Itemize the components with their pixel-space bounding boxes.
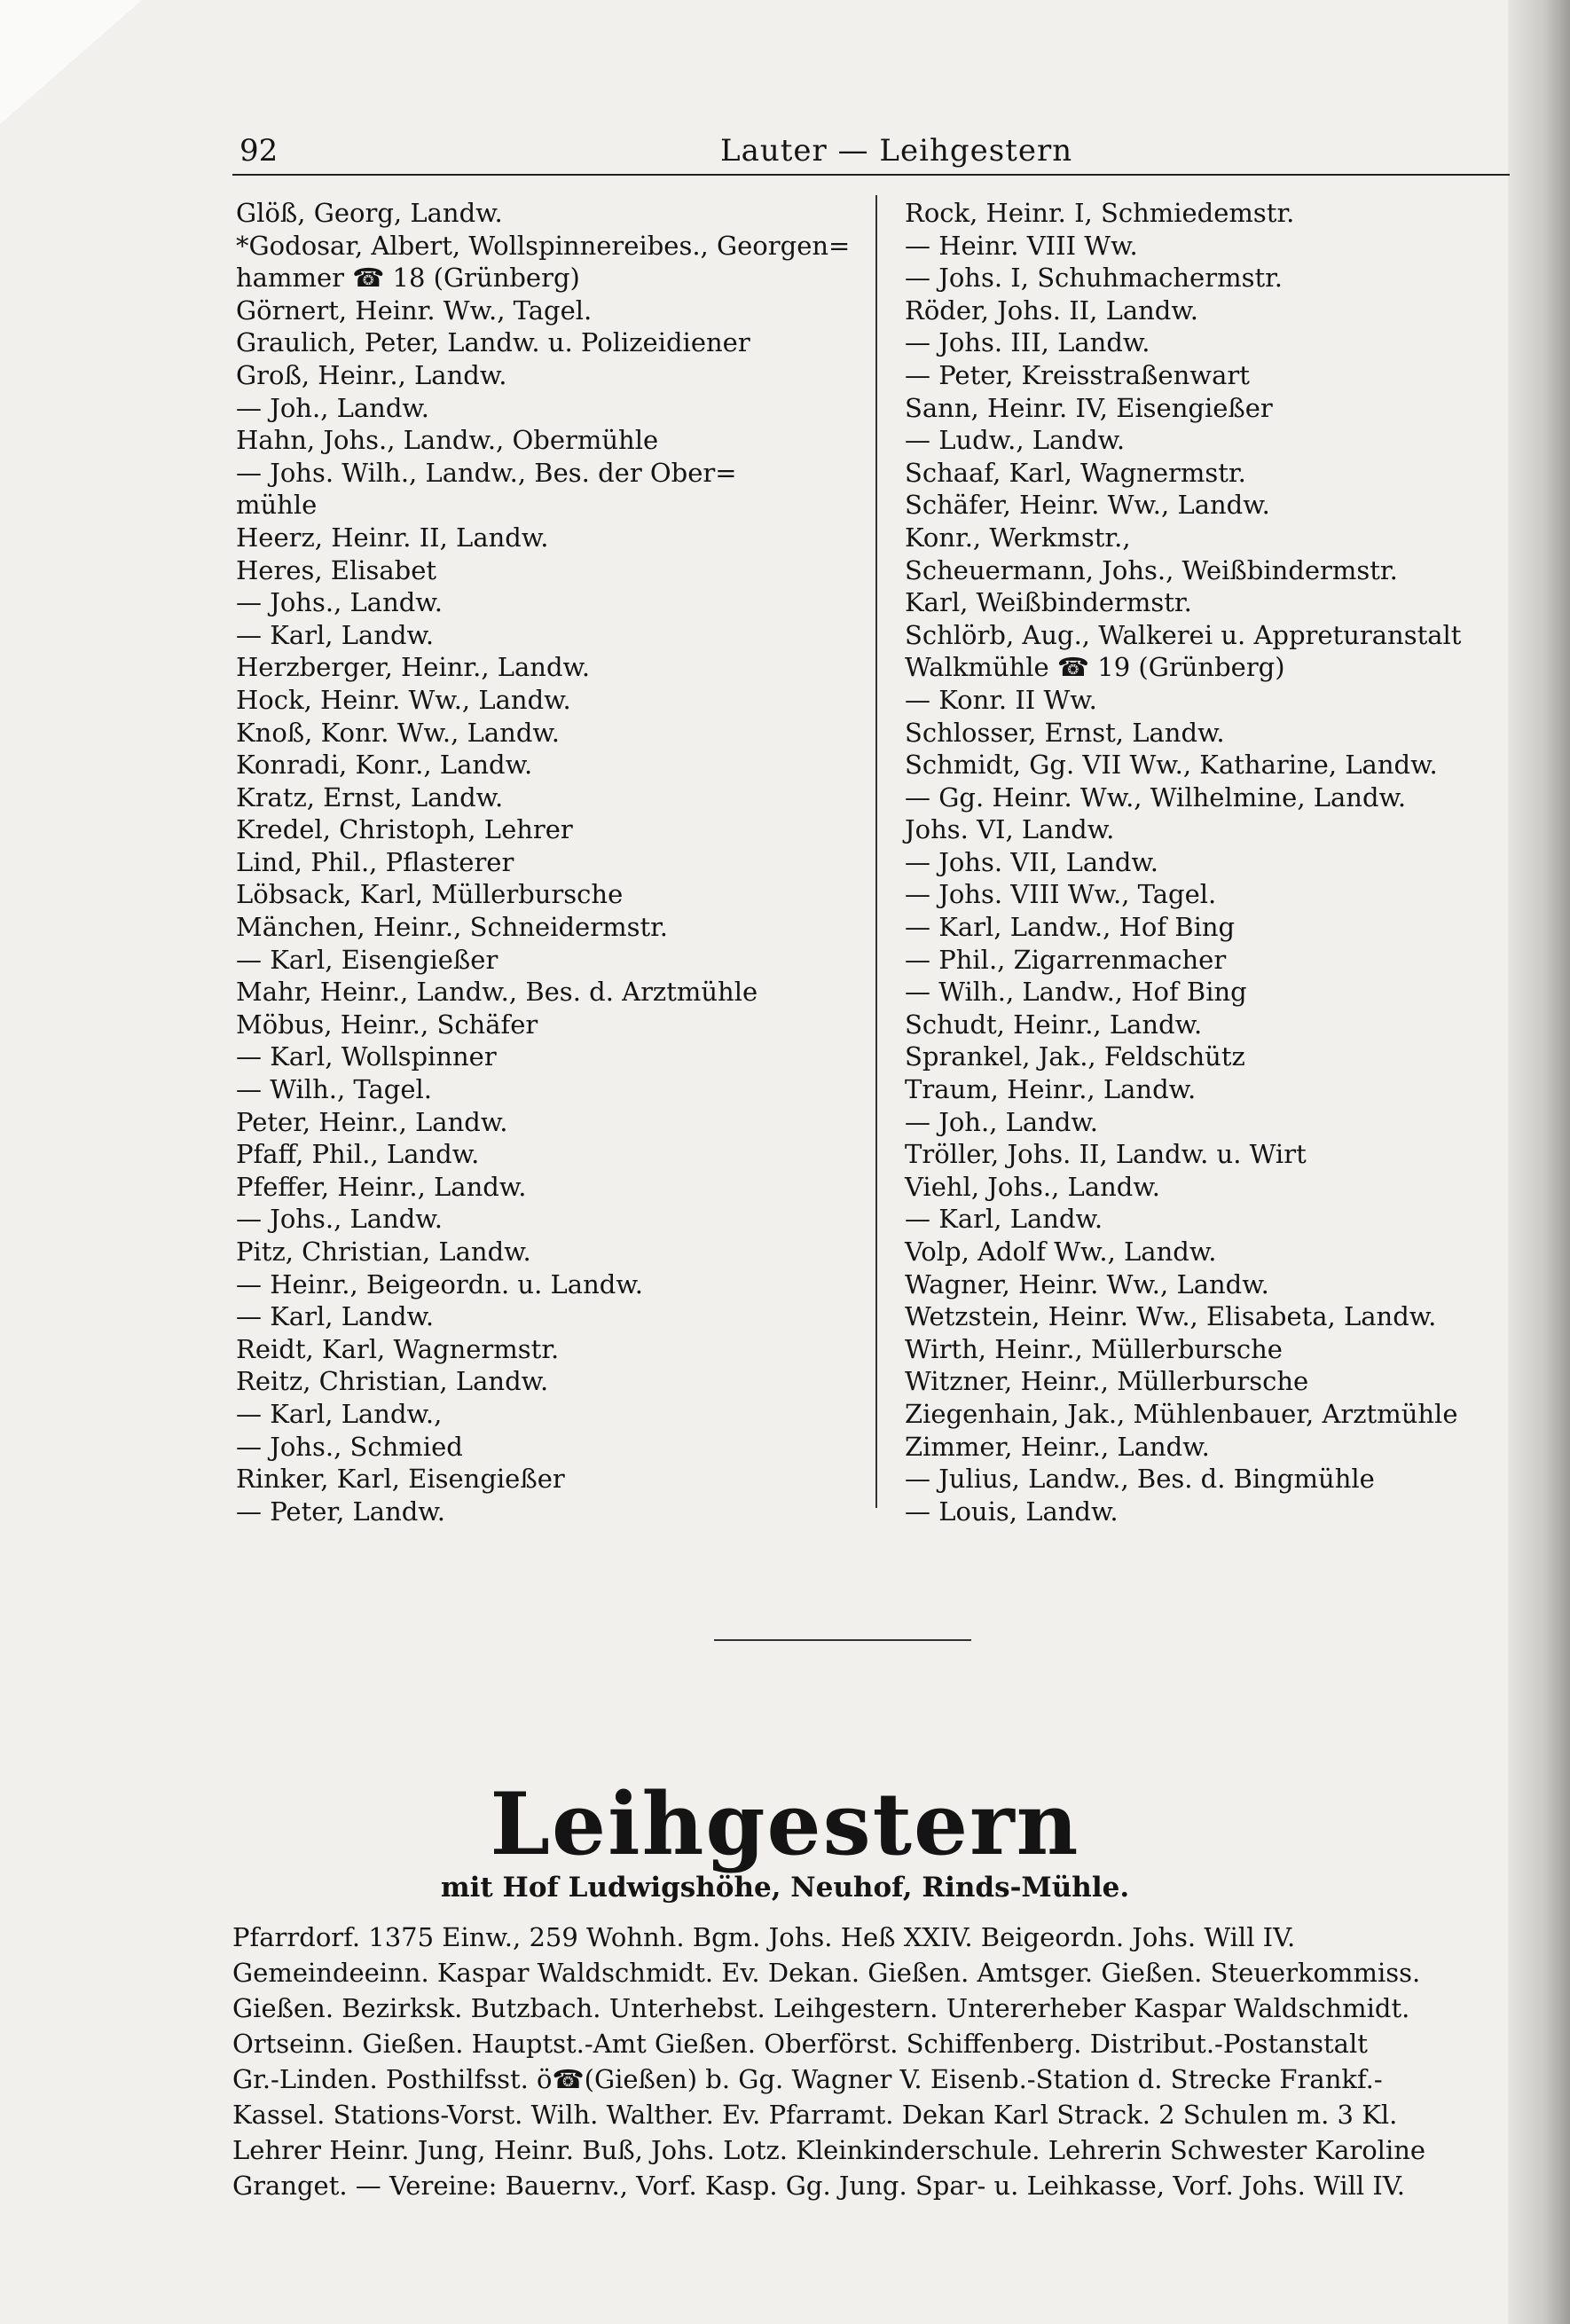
directory-entry: — Heinr. VIII Ww.: [905, 230, 1138, 261]
directory-entry: — Karl, Eisengießer: [236, 944, 498, 975]
directory-entry: Walkmühle ☎ 19 (Grünberg): [905, 652, 1285, 683]
directory-entry: Wirth, Heinr., Müllerbursche: [905, 1333, 1283, 1364]
section-divider: [714, 1639, 971, 1641]
directory-entry: Hahn, Johs., Landw., Obermühle: [236, 425, 659, 456]
directory-entry: hammer ☎ 18 (Grünberg): [236, 263, 580, 294]
directory-entry: Traum, Heinr., Landw.: [905, 1074, 1197, 1105]
running-head-title: Lauter — Leihgestern: [720, 133, 1073, 169]
directory-entry: — Karl, Landw.: [905, 1204, 1103, 1235]
directory-entry: Schlosser, Ernst, Landw.: [905, 717, 1225, 748]
directory-entry: Karl, Weißbindermstr.: [905, 587, 1192, 618]
directory-entry: — Karl, Landw.: [236, 619, 435, 650]
page-number: 92: [239, 133, 279, 169]
directory-entry: Wetzstein, Heinr. Ww., Elisabeta, Landw.: [905, 1301, 1437, 1332]
directory-entry: Schlörb, Aug., Walkerei u. Appreturanstalt: [905, 619, 1462, 650]
section-paragraph: [232, 1920, 1527, 2203]
folded-corner: [0, 0, 142, 124]
directory-entry: Rock, Heinr. I, Schmiedemstr.: [905, 198, 1295, 228]
directory-entry: — Ludw., Landw.: [905, 425, 1126, 456]
directory-entry: Mahr, Heinr., Landw., Bes. d. Arztmühle: [236, 977, 758, 1008]
directory-entry: — Johs. VIII Ww., Tagel.: [905, 879, 1217, 910]
directory-entry: Glöß, Georg, Landw.: [236, 198, 503, 228]
paragraph-line: Gemeindeeinn. Kaspar Waldschmidt. Ev. Dekan. Gießen. Amtsger. Gießen. Steuerkommiss.: [232, 1958, 1421, 1988]
directory-entry: Reitz, Christian, Landw.: [236, 1366, 549, 1397]
paragraph-line: Kassel. Stations-Vorst. Wilh. Walther. Ev. Pfarramt. Dekan Karl Strack. 2 Schulen m. 3 Kl.: [232, 2100, 1398, 2130]
section-title: Leihgestern: [490, 1774, 1080, 1874]
directory-entry: Groß, Heinr., Landw.: [236, 359, 507, 390]
directory-entry: Heerz, Heinr. II, Landw.: [236, 522, 549, 553]
directory-entry: — Joh., Landw.: [905, 1106, 1099, 1137]
directory-entry: Sann, Heinr. IV, Eisengießer: [905, 392, 1273, 423]
directory-entry: — Gg. Heinr. Ww., Wilhelmine, Landw.: [905, 781, 1407, 813]
directory-entry: Lind, Phil., Pflasterer: [236, 846, 514, 877]
paragraph-line: Gr.-Linden. Posthilfsst. ö☎(Gießen) b. Gg. Wagner V. Eisenb.-Station d. Strecke Frankf.-: [232, 2064, 1383, 2094]
directory-entry: — Johs., Schmied: [236, 1431, 463, 1462]
directory-entry: Herzberger, Heinr., Landw.: [236, 652, 591, 683]
directory-entry: Löbsack, Karl, Müllerbursche: [236, 879, 624, 910]
directory-entry: Scheuermann, Johs., Weißbindermstr.: [905, 554, 1398, 585]
directory-entry: — Wilh., Landw., Hof Bing: [905, 977, 1247, 1008]
directory-entry: — Karl, Wollspinner: [236, 1041, 497, 1072]
directory-entry: Schäfer, Heinr. Ww., Landw.: [905, 490, 1270, 521]
left-column: [236, 197, 875, 1527]
running-head: [232, 133, 1510, 176]
directory-entry: Peter, Heinr., Landw.: [236, 1106, 508, 1137]
directory-entry: Pfaff, Phil., Landw.: [236, 1139, 480, 1170]
directory-entry: Johs. VI, Landw.: [905, 814, 1115, 845]
directory-entry: — Johs. III, Landw.: [905, 327, 1150, 358]
directory-entry: — Johs. I, Schuhmachermstr.: [905, 263, 1283, 294]
paragraph-line: Lehrer Heinr. Jung, Heinr. Buß, Johs. Lotz. Kleinkinderschule. Lehrerin Schwester Karoline: [232, 2135, 1426, 2165]
paragraph-line: Ortseinn. Gießen. Hauptst.-Amt Gießen. Oberförst. Schiffenberg. Distribut.-Postanstalt: [232, 2029, 1368, 2059]
directory-entry: Schaaf, Karl, Wagnermstr.: [905, 457, 1246, 488]
directory-entry: — Johs., Landw.: [236, 587, 443, 618]
section-subtitle: mit Hof Ludwigshöhe, Neuhof, Rinds-Mühle.: [440, 1872, 1130, 1904]
directory-entry: Viehl, Johs., Landw.: [905, 1171, 1160, 1202]
directory-entry: Heres, Elisabet: [236, 554, 437, 585]
directory-entry: mühle: [236, 490, 318, 521]
directory-entry: Möbus, Heinr., Schäfer: [236, 1009, 538, 1040]
directory-entry: — Julius, Landw., Bes. d. Bingmühle: [905, 1464, 1375, 1495]
directory-entry: — Heinr., Beigeordn. u. Landw.: [236, 1268, 643, 1299]
directory-entry: Volp, Adolf Ww., Landw.: [905, 1237, 1217, 1267]
directory-entry: Mänchen, Heinr., Schneidermstr.: [236, 912, 669, 943]
directory-entry: Zimmer, Heinr., Landw.: [905, 1431, 1210, 1462]
directory-entry: Röder, Johs. II, Landw.: [905, 294, 1198, 326]
directory-entry: Pitz, Christian, Landw.: [236, 1237, 531, 1267]
directory-entry: Hock, Heinr. Ww., Landw.: [236, 684, 571, 715]
directory-entry: — Johs. Wilh., Landw., Bes. der Ober=: [236, 457, 737, 488]
right-column: [905, 197, 1543, 1527]
directory-entry: — Joh., Landw.: [236, 392, 430, 423]
directory-entry: *Godosar, Albert, Wollspinnereibes., Georgen=: [236, 230, 851, 261]
directory-entry: Reidt, Karl, Wagnermstr.: [236, 1333, 560, 1364]
directory-entry: Witzner, Heinr., Müllerbursche: [905, 1366, 1309, 1397]
directory-entry: Graulich, Peter, Landw. u. Polizeidiener: [236, 327, 750, 358]
paragraph-line: Pfarrdorf. 1375 Einw., 259 Wohnh. Bgm. Johs. Heß XXIV. Beigeordn. Johs. Will IV.: [232, 1922, 1296, 1952]
directory-entry: — Karl, Landw.,: [236, 1398, 443, 1429]
directory-entry: — Johs., Landw.: [236, 1204, 443, 1235]
directory-entry: Rinker, Karl, Eisengießer: [236, 1464, 565, 1495]
directory-entry: Görnert, Heinr. Ww., Tagel.: [236, 294, 593, 326]
directory-entry: Ziegenhain, Jak., Mühlenbauer, Arztmühle: [905, 1398, 1458, 1429]
directory-entry: Schmidt, Gg. VII Ww., Katharine, Landw.: [905, 750, 1438, 781]
directory-entry: — Johs. VII, Landw.: [905, 846, 1158, 877]
directory-entry: Tröller, Johs. II, Landw. u. Wirt: [905, 1139, 1307, 1170]
directory-entry: Konradi, Konr., Landw.: [236, 750, 533, 781]
directory-entry: — Konr. II Ww.: [905, 684, 1097, 715]
directory-entry: Wagner, Heinr. Ww., Landw.: [905, 1268, 1269, 1299]
directory-entry: — Wilh., Tagel.: [236, 1074, 432, 1105]
directory-entry: Kredel, Christoph, Lehrer: [236, 814, 573, 845]
paragraph-line: Gießen. Bezirksk. Butzbach. Unterhebst. Leihgestern. Untererheber Kaspar Waldschmidt.: [232, 1993, 1410, 2023]
paragraph-line: Granget. — Vereine: Bauernv., Vorf. Kasp. Gg. Jung. Spar- u. Leihkasse, Vorf. Johs. Will IV.: [232, 2171, 1405, 2201]
directory-entry: — Karl, Landw.: [236, 1301, 435, 1332]
directory-entry: — Louis, Landw.: [905, 1496, 1119, 1527]
directory-entry: — Karl, Landw., Hof Bing: [905, 912, 1236, 943]
directory-entry: Schudt, Heinr., Landw.: [905, 1009, 1203, 1040]
directory-entry: Knoß, Konr. Ww., Landw.: [236, 717, 560, 748]
directory-entry: Pfeffer, Heinr., Landw.: [236, 1171, 527, 1202]
column-divider: [875, 195, 877, 1508]
directory-entry: Sprankel, Jak., Feldschütz: [905, 1041, 1245, 1072]
directory-entry: Kratz, Ernst, Landw.: [236, 781, 504, 813]
directory-entry: — Peter, Landw.: [236, 1496, 445, 1527]
directory-entry: — Phil., Zigarrenmacher: [905, 944, 1227, 975]
directory-entry: — Peter, Kreisstraßenwart: [905, 359, 1250, 390]
directory-entry: Konr., Werkmstr.,: [905, 522, 1131, 553]
